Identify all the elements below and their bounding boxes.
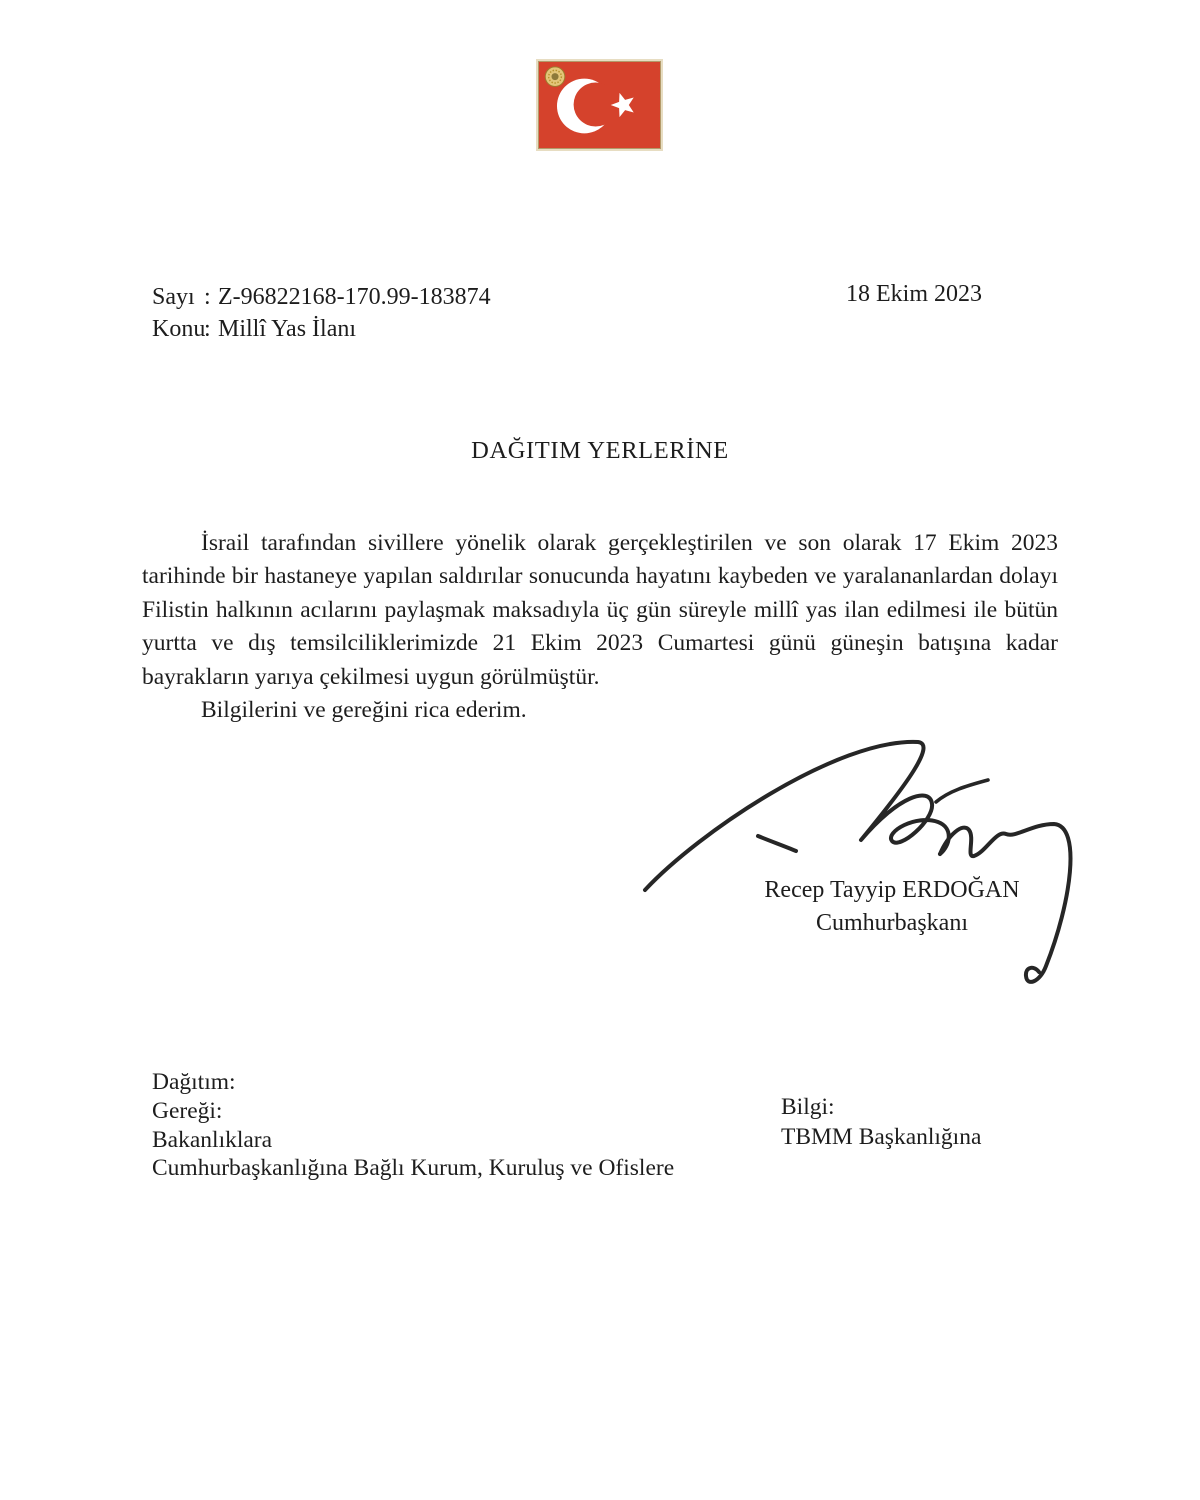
body-paragraph-2: Bilgilerini ve gereğini rica ederim. — [201, 697, 527, 724]
signer-block — [742, 874, 1042, 940]
presidential-seal-icon — [545, 67, 565, 87]
letter-date: 18 Ekim 2023 — [846, 281, 982, 307]
letter-body — [142, 527, 1058, 727]
reference-block — [152, 281, 491, 345]
info-block — [781, 1092, 981, 1152]
sayi-row — [152, 281, 491, 313]
geregi-item: Bakanlıklara — [152, 1126, 273, 1153]
bilgi-label: Bilgi: — [781, 1094, 835, 1120]
bilgi-item: TBMM Başkanlığına — [781, 1124, 982, 1150]
konu-colon: : — [204, 316, 211, 342]
distribution-block — [152, 1068, 674, 1183]
turkish-flag — [538, 61, 661, 149]
sayi-value: Z-96822168-170.99-183874 — [218, 284, 491, 310]
recipient-heading: DAĞITIM YERLERİNE — [471, 437, 729, 464]
geregi-item: Cumhurbaşkanlığına Bağlı Kurum, Kuruluş ve Ofislere — [152, 1155, 675, 1182]
konu-row — [152, 313, 491, 345]
dagitim-label: Dağıtım: — [152, 1069, 236, 1095]
konu-value: Millî Yas İlanı — [218, 316, 357, 342]
turkish-flag-graphic — [539, 62, 660, 148]
sayi-colon: : — [204, 284, 211, 310]
body-paragraph-1: İsrail tarafından sivillere yönelik olarak gerçekleştirilen ve son olarak 17 Ekim 2023 tarihinde bir hastaneye yapılan saldırılar sonucunda hayatını kaybeden ve yaralananlardan dolayı Filistin halkının acılarını paylaşmak maksadıyla üç gün süreyle millî yas ilan edilmesi ile bütün yurtta ve dış temsilciliklerimizde 21 Ekim 2023 Cumartesi günü güneşin batışına kadar bayrakların yarıya çekilmesi uygun görülmüştür. — [142, 530, 1058, 690]
sayi-label: Sayı — [152, 284, 195, 310]
signer-title: Cumhurbaşkanı — [816, 910, 968, 936]
konu-label: Konu — [152, 316, 206, 342]
signer-name: Recep Tayyip ERDOĞAN — [764, 877, 1020, 903]
geregi-label: Gereği: — [152, 1097, 223, 1124]
